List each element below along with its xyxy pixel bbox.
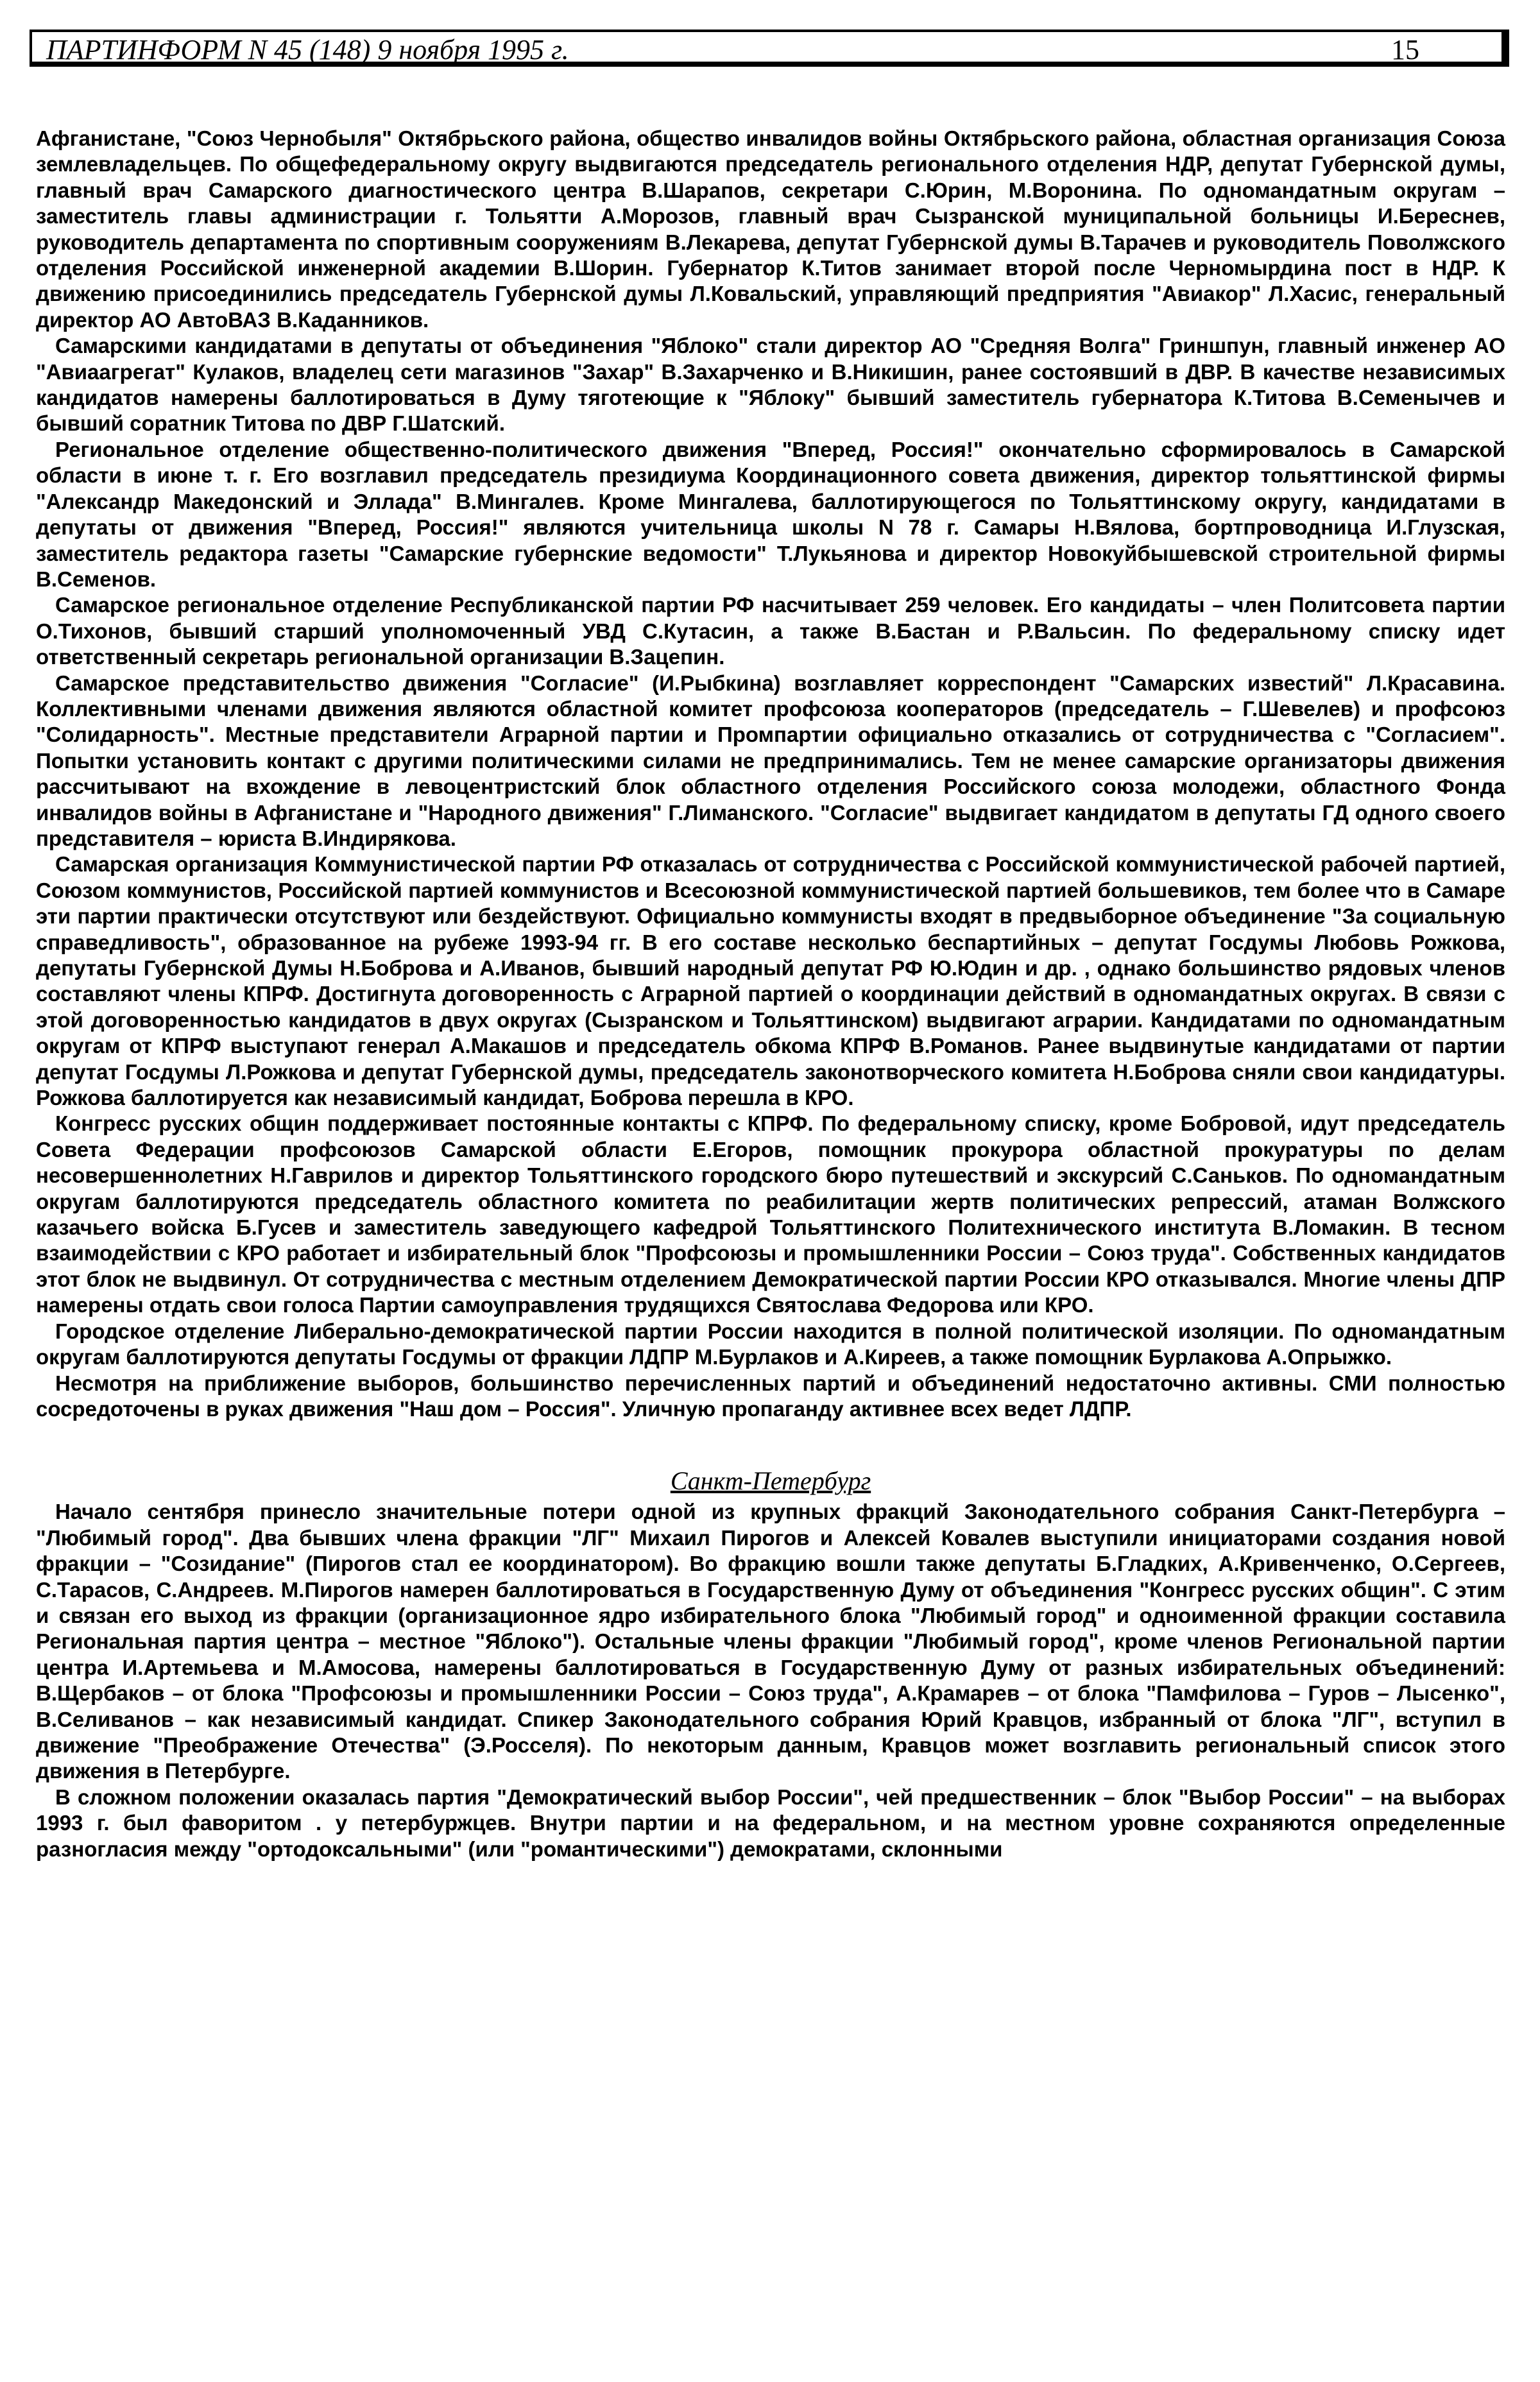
paragraph: Самарскими кандидатами в депутаты от объединения "Яблоко" стали директор АО "Средняя Волга" Гриншпун, главный инженер АО "Авиаагрегат" Кулаков, владелец сети магазинов "Захар" В.Захарченко и В.Никишин, ранее состоявший в ДВР. В качестве независимых кандидатов намерены баллотироваться в Думу тяготеющие к "Яблоку" бывший заместитель губернатора К.Титова В.Семенычев и бывший соратник Титова по ДВР Г.Шатский. (36, 334, 1505, 436)
paragraph: Самарская организация Коммунистической партии РФ отказалась от сотрудничества с Российской коммунистической рабочей партией, Союзом коммунистов, Российской партией коммунистов и Всесоюзной коммунистической партией большевиков, тем более что в Самаре эти партии практически отсутствуют или бездействуют. Официально коммунисты входят в предвыборное объединение "За социальную справедливость", образованное на рубеже 1993-94 гг. В его составе несколько беспартийных – депутат Госдумы Любовь Рожкова, депутаты Губернской Думы Н.Боброва и А.Иванов, бывший народный депутат РФ Ю.Юдин и др. , однако большинство рядовых членов составляют члены КПРФ. Достигнута договоренность с Аграрной партией о координации действий в одномандатных округах. В связи с этой договоренностью кандидатов в двух округах (Сызранском и Тольяттинском) выдвигают аграрии. Кандидатами по одномандатным округам от КПРФ выступают генерал А.Макашов и председатель обкома КПРФ В.Романов. Ранее выдвинутые кандидатами от партии депутат Госдумы Л.Рожкова и депутат Губернской думы, председатель законотворческого комитета Н.Боброва сняли свои кандидатуры. Рожкова баллотируется как независимый кандидат, Боброва перешла в КРО. (36, 852, 1505, 1110)
section-title: Санкт-Петербург (670, 1466, 871, 1496)
article-body (36, 126, 1505, 1862)
paragraph: Самарское региональное отделение Республиканской партии РФ насчитывает 259 человек. Его кандидаты – член Политсовета партии О.Тихонов, бывший старший уполномоченный УВД С.Кутасин, а также В.Бастан и Р.Вальсин. По федеральному списку идет ответственный секретарь региональной организации В.Зацепин. (36, 593, 1505, 669)
paragraph: Конгресс русских общин поддерживает постоянные контакты с КПРФ. По федеральному списку, кроме Бобровой, идут председатель Совета Федерации профсоюзов Самарской области Е.Егоров, помощник прокурора областной прокуратуры по делам несовершеннолетних Н.Гаврилов и директор Тольяттинского городского бюро путешествий и экскурсий С.Саньков. По одномандатным округам баллотируются председатель областного комитета по реабилитации жертв политических репрессий, атаман Волжского казачьего войска Б.Гусев и заместитель заведующего кафедрой Тольяттинского Политехнического института В.Ломакин. В тесном взаимодействии с КРО работает и избирательный блок "Профсоюзы и промышленники России – Союз труда". Собственных кандидатов этот блок не выдвинул. От сотрудничества с местным отделением Демократической партии России КРО отказывался. Многие члены ДПР намерены отдать свои голоса Партии самоуправления трудящихся Святослава Федорова или КРО. (36, 1111, 1505, 1317)
header-title: ПАРТИНФОРМ N 45 (148) 9 ноября 1995 г. (46, 34, 569, 65)
paragraph: Несмотря на приближение выборов, большинство перечисленных партий и объединений недостаточно активны. СМИ полностью сосредоточены в руках движения "Наш дом – Россия". Уличную пропаганду активнее всех ведет ЛДПР. (36, 1371, 1505, 1421)
paragraph: В сложном положении оказалась партия "Демократический выбор России", чей предшественник – блок "Выбор России" – на выборах 1993 г. был фаворитом . у петербуржцев. Внутри партии и на федеральном, и на местном уровне сохраняются определенные разногласия между "ортодоксальными" (или "романтическими") демократами, склонными (36, 1785, 1505, 1861)
page-number: 15 (1391, 34, 1419, 65)
paragraph: Начало сентября принесло значительные потери одной из крупных фракций Законодательного собрания Санкт-Петербурга – "Любимый город". Два бывших члена фракции "ЛГ" Михаил Пирогов и Алексей Ковалев выступили инициаторами создания новой фракции – "Созидание" (Пирогов стал ее координатором). Во фракцию вошли также депутаты Б.Гладких, А.Кривенченко, О.Сергеев, С.Тарасов, С.Андреев. М.Пирогов намерен баллотироваться в Государственную Думу от объединения "Конгресс русских общин". С этим и связан его выход из фракции (организационное ядро избирательного блока "Любимый город" и одноименной фракции составила Региональная партия центра – местное "Яблоко"). Остальные члены фракции "Любимый город", кроме членов Региональной партии центра И.Артемьева и М.Амосова, намерены баллотироваться в Государственную Думу от разных избирательных объединений: В.Щербаков – от блока "Профсоюзы и промышленники России – Союз труда", А.Крамарев – от блока "Памфилова – Гуров – Лысенко", В.Селиванов – как независимый кандидат. Спикер Законодательного собрания Юрий Кравцов, избранный от блока "ЛГ", вступил в движение "Преображение Отечества" (Э.Росселя). По некоторым данным, Кравцов может возглавить региональный список этого движения в Петербурге. (36, 1500, 1505, 1783)
paragraph: Афганистане, "Союз Чернобыля" Октябрьского района, общество инвалидов войны Октябрьского района, областная организация Союза землевладельцев. По общефедеральному округу выдвигаются председатель регионального отделения НДР, депутат Губернской думы, главный врач Самарского диагностического центра В.Шарапов, секретари С.Юрин, М.Воронина. По одномандатным округам – заместитель главы администрации г. Тольятти А.Морозов, главный врач Сызранской муниципальной больницы И.Береснев, руководитель департамента по спортивным сооружениям В.Лекарева, депутат Губернской думы В.Тарачев и руководитель Поволжского отделения Российской инженерной академии В.Шорин. Губернатор К.Титов занимает второй после Черномырдина пост в НДР. К движению присоединились председатель Губернской думы Л.Ковальский, управляющий предприятия "Авиакор" Л.Хасис, генеральный директор АО АвтоВАЗ В.Каданников. (36, 126, 1505, 332)
paragraph: Городское отделение Либерально-демократической партии России находится в полной политической изоляции. По одномандатным округам баллотируются депутаты Госдумы от фракции ЛДПР М.Бурлаков и А.Киреев, а также помощник Бурлакова А.Опрыжко. (36, 1319, 1505, 1369)
paragraph: Региональное отделение общественно-политического движения "Вперед, Россия!" окончательно сформировалось в Самарской области в июне т. г. Его возглавил председатель президиума Координационного совета движения, директор тольяттинской фирмы "Александр Македонский и Эллада" В.Мингалев. Кроме Мингалева, баллотирующегося по Тольяттинскому округу, кандидатами в депутаты от движения "Вперед, Россия!" являются учительница школы N 78 г. Самары Н.Вялова, бортпроводница И.Глузская, заместитель редактора газеты "Самарские губернские ведомости" Т.Лукьянова и директор Новокуйбышевской строительной фирмы В.Семенов. (36, 437, 1505, 591)
paragraph: Самарское представительство движения "Согласие" (И.Рыбкина) возглавляет корреспондент "Самарских известий" Л.Красавина. Коллективными членами движения являются областной комитет профсоюза кооператоров (председатель – Г.Шевелев) и профсоюз "Солидарность". Местные представители Аграрной партии и Промпартии официально отказались от сотрудничества с "Согласием". Попытки установить контакт с другими политическими силами не предпринимались. Тем не менее самарские организаторы движения рассчитывают на вхождение в левоцентристский блок областного отделения Российского союза молодежи, областного Фонда инвалидов войны в Афганистане и "Народного движения" Г.Лиманского. "Согласие" выдвигает кандидатом в депутаты ГД одного своего представителя – юриста В.Индирякова. (36, 671, 1505, 850)
page-header (30, 30, 1509, 67)
